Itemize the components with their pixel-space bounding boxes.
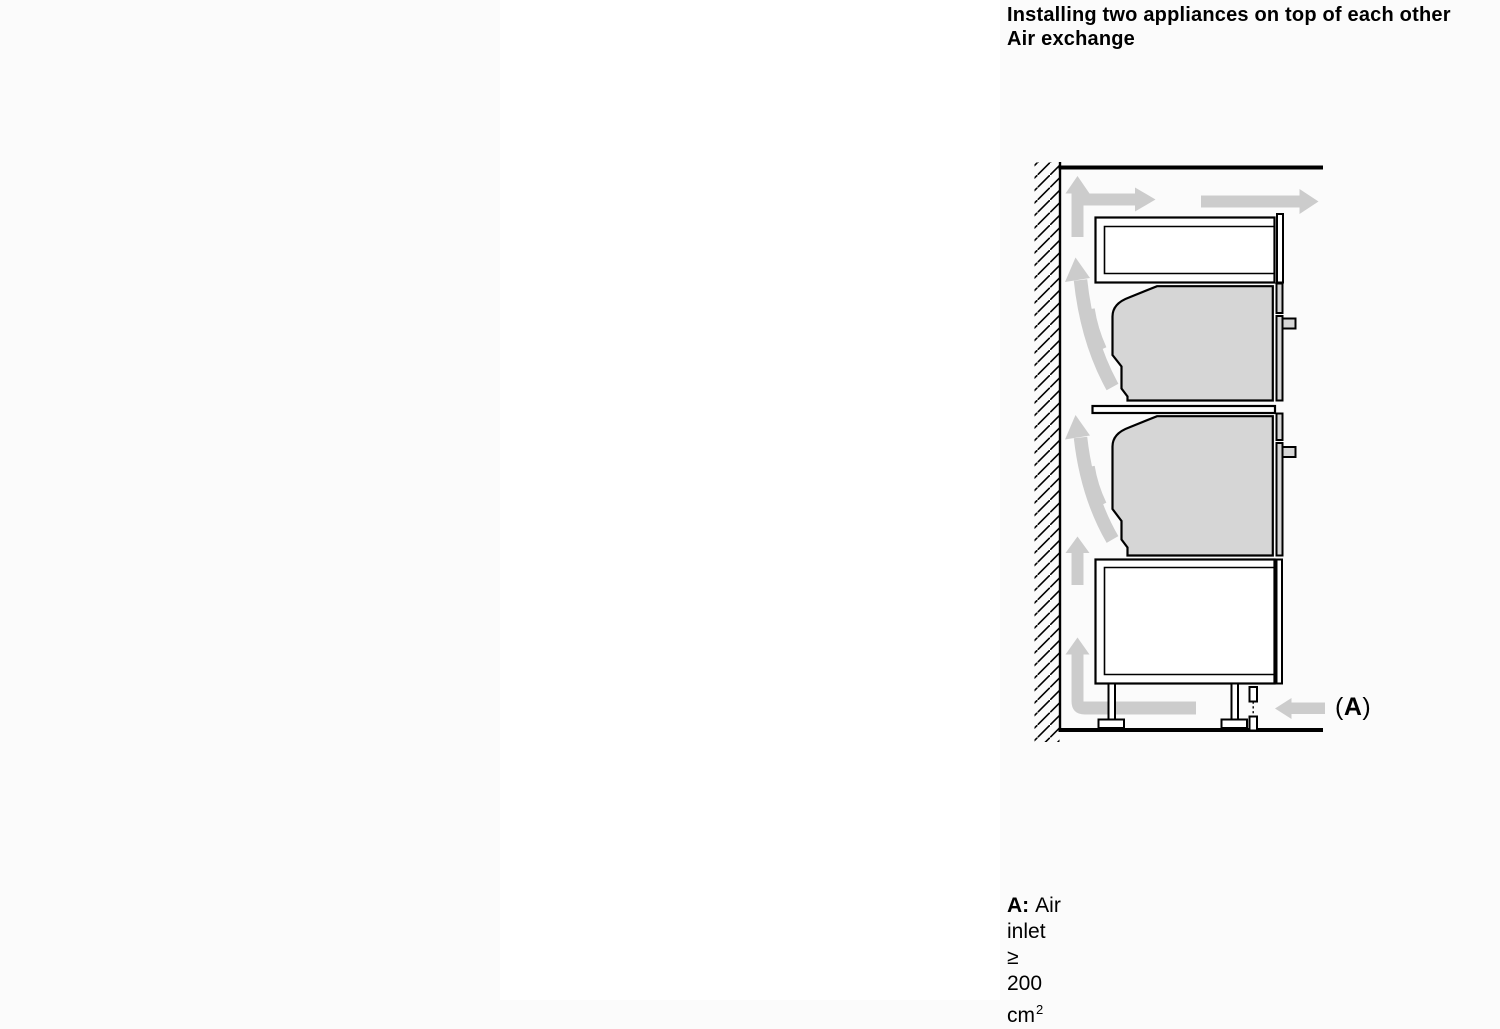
manual-page-column [500,0,1451,1027]
caption-superscript: 2 [1036,1002,1044,1017]
title-subheading: Air exchange [1007,28,1136,50]
lower-appliance [1113,414,1296,556]
air-inlet-arrow [1275,698,1325,719]
airflow-up-arrow-mid [1066,537,1090,586]
base-cabinet [1096,560,1283,684]
label-letter-a: A [1343,693,1363,721]
air-inlet-marker [1250,687,1258,731]
installation-diagram [1028,150,1388,750]
airflow-curved-arrow-lower [1065,415,1113,540]
title-heading: Installing two appliances on top of each other [1007,4,1451,26]
lower-appliance-handle [1283,447,1296,457]
upper-appliance-handle [1283,319,1296,329]
label-paren-open: ( [1335,693,1344,721]
upper-appliance [1113,284,1296,401]
top-cabinet [1096,214,1284,283]
shelf-board [1093,406,1276,413]
air-inlet-label [1335,693,1371,721]
label-paren-close: ) [1362,693,1372,721]
wall-hatching [1035,162,1061,742]
page-title [1007,3,1473,51]
caption-key: A: [1007,894,1030,917]
caption-text: Air inlet ≥ 200 cm [1007,894,1061,1027]
caption [1007,893,1061,1029]
airflow-exhaust-arrow [1201,189,1319,214]
